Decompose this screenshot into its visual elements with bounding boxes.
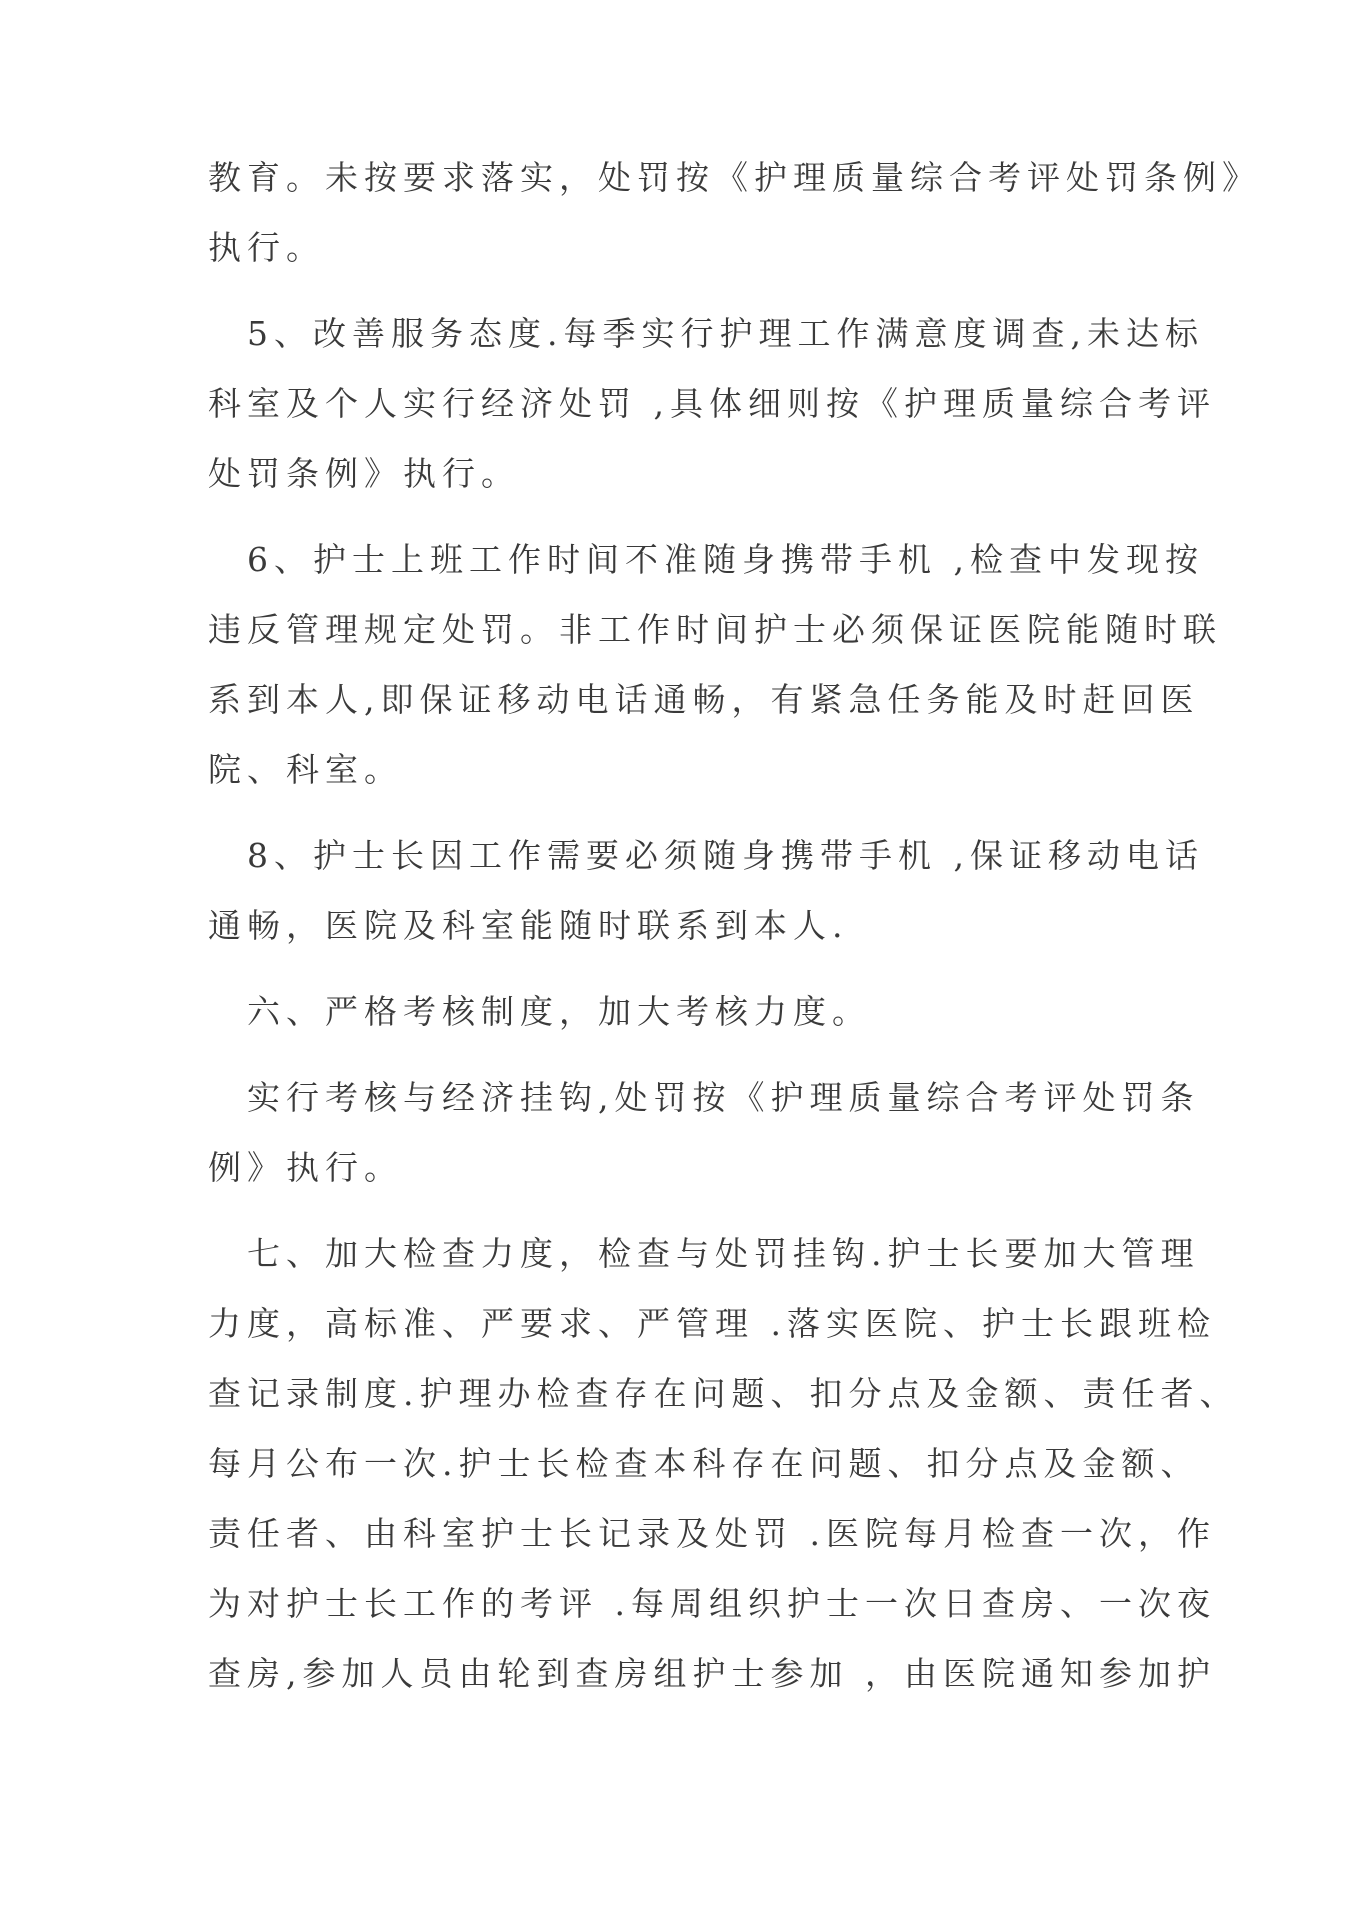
text-line: 责任者、由科室护士长记录及处罚 .医院每月检查一次，作 xyxy=(208,1514,1216,1553)
text-line: 执行。 xyxy=(208,228,325,267)
text-line: 实行考核与经济挂钩,处罚按《护理质量综合考评处罚条 xyxy=(208,1078,1200,1117)
text-line: 每月公布一次.护士长检查本科存在问题、扣分点及金额、 xyxy=(208,1444,1200,1483)
text-line: 8、护士长因工作需要必须随身携带手机 ,保证移动电话 xyxy=(208,836,1204,875)
text-line: 教育。未按要求落实，处罚按《护理质量综合考评处罚条例》 xyxy=(208,158,1261,197)
text-line: 科室及个人实行经济处罚 ,具体细则按《护理质量综合考评 xyxy=(208,384,1216,423)
text-line: 查房,参加人员由轮到查房组护士参加 ，由医院通知参加护 xyxy=(208,1654,1216,1693)
paragraph-gap xyxy=(208,509,1168,525)
body-text xyxy=(208,143,1261,1709)
paragraph-gap xyxy=(208,1203,1168,1219)
text-line: 七、加大检查力度，检查与处罚挂钩.护士长要加大管理 xyxy=(208,1234,1200,1273)
paragraph-gap xyxy=(208,805,1168,821)
text-line: 为对护士长工作的考评 .每周组织护士一次日查房、一次夜 xyxy=(208,1584,1216,1623)
text-line: 系到本人,即保证移动电话通畅，有紧急任务能及时赶回医 xyxy=(208,680,1200,719)
paragraph-gap xyxy=(208,283,1168,299)
text-line: 处罚条例》执行。 xyxy=(208,454,520,493)
paragraph-gap xyxy=(208,961,1168,977)
text-line: 通畅，医院及科室能随时联系到本人. xyxy=(208,906,849,945)
text-line: 违反管理规定处罚。非工作时间护士必须保证医院能随时联 xyxy=(208,610,1222,649)
text-line: 例》执行。 xyxy=(208,1148,403,1187)
text-line: 6、护士上班工作时间不准随身携带手机 ,检查中发现按 xyxy=(208,540,1204,579)
text-line: 5、改善服务态度.每季实行护理工作满意度调查,未达标 xyxy=(208,314,1204,353)
text-line: 查记录制度.护理办检查存在问题、扣分点及金额、责任者、 xyxy=(208,1374,1239,1413)
text-line: 六、严格考核制度，加大考核力度。 xyxy=(208,992,871,1031)
text-line: 力度，高标准、严要求、严管理 .落实医院、护士长跟班检 xyxy=(208,1304,1216,1343)
paragraph-gap xyxy=(208,1047,1168,1063)
text-line: 院、科室。 xyxy=(208,750,403,789)
